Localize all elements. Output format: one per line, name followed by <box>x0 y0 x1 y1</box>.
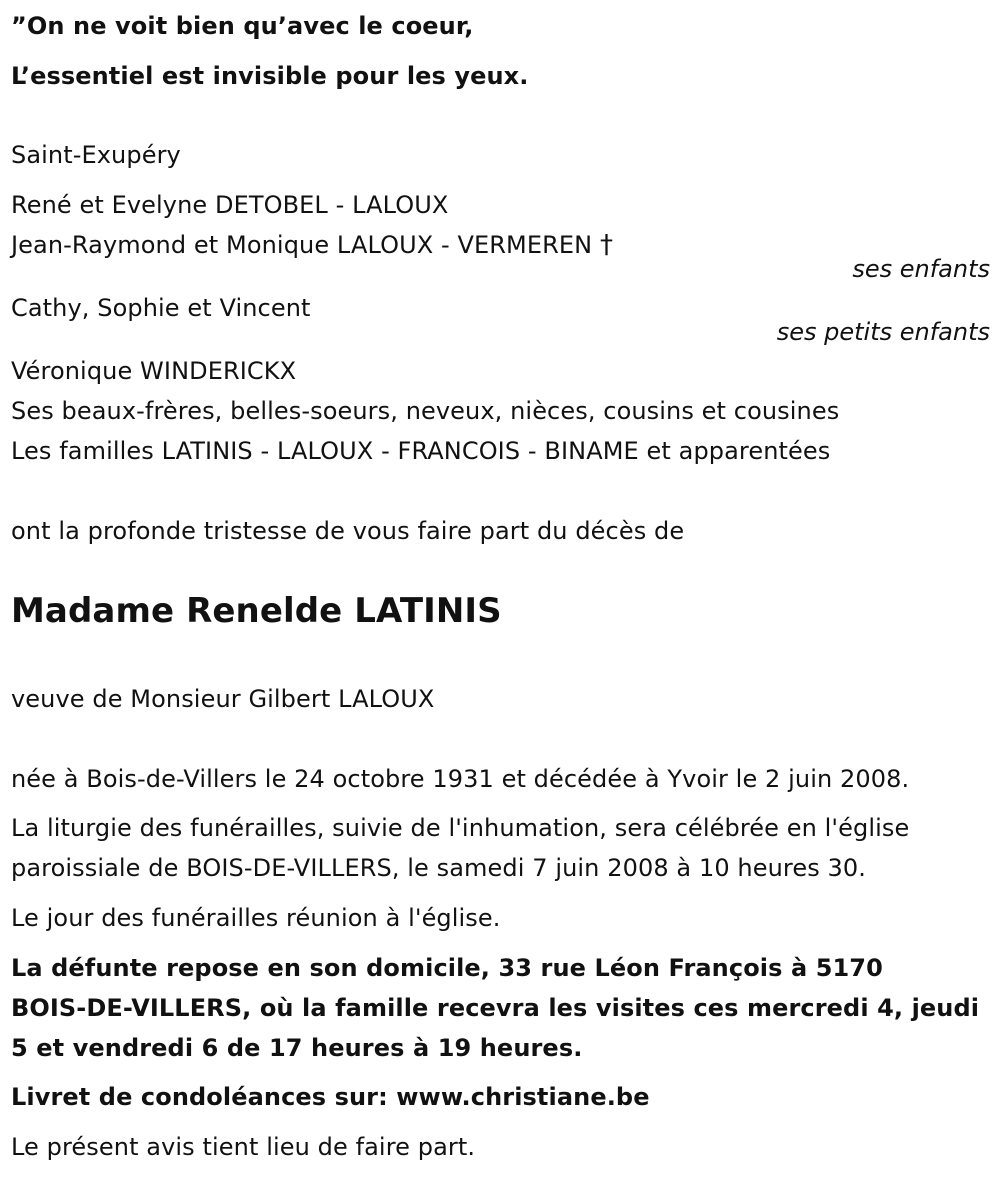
other-family-1: Véronique WINDERICKX <box>11 357 297 385</box>
repose-line-3: 5 et vendredi 6 de 17 heures à 19 heures. <box>11 1034 583 1062</box>
liturgy-line-2: paroissiale de BOIS-DE-VILLERS, le samedi 7 juin 2008 à 10 heures 30. <box>11 854 867 882</box>
grandchildren: Cathy, Sophie et Vincent <box>11 294 311 322</box>
grandchildren-role: ses petits enfants <box>776 318 990 346</box>
meeting-info: Le jour des funérailles réunion à l'église. <box>11 904 501 932</box>
announcement: ont la profonde tristesse de vous faire part du décès de <box>11 517 685 545</box>
quote-line-1: ”On ne voit bien qu’avec le coeur, <box>11 12 474 40</box>
child-2 <box>11 230 613 260</box>
child-1: René et Evelyne DETOBEL - LALOUX <box>11 191 449 219</box>
children-role: ses enfants <box>852 255 990 283</box>
deceased-name: Madame Renelde LATINIS <box>11 591 502 631</box>
quote-line-2: L’essentiel est invisible pour les yeux. <box>11 62 529 90</box>
notice-text: Le présent avis tient lieu de faire part. <box>11 1133 476 1161</box>
birth-death: née à Bois-de-Villers le 24 octobre 1931 et décédée à Yvoir le 2 juin 2008. <box>11 765 910 793</box>
repose-line-2: BOIS-DE-VILLERS, où la famille recevra les visites ces mercredi 4, jeudi <box>11 994 980 1022</box>
liturgy-line-1: La liturgie des funérailles, suivie de l'inhumation, sera célébrée en l'église <box>11 814 910 842</box>
other-family-3: Les familles LATINIS - LALOUX - FRANCOIS - BINAME et apparentées <box>11 437 831 465</box>
other-family-2: Ses beaux-frères, belles-soeurs, neveux, nièces, cousins et cousines <box>11 397 840 425</box>
quote-author: Saint-Exupéry <box>11 141 181 169</box>
widow-of: veuve de Monsieur Gilbert LALOUX <box>11 685 435 713</box>
condolences-link: Livret de condoléances sur: www.christiane.be <box>11 1083 650 1111</box>
cross-icon: † <box>599 230 614 260</box>
child-2-name: Jean-Raymond et Monique LALOUX - VERMEREN <box>11 231 593 259</box>
repose-line-1: La défunte repose en son domicile, 33 rue Léon François à 5170 <box>11 954 883 982</box>
